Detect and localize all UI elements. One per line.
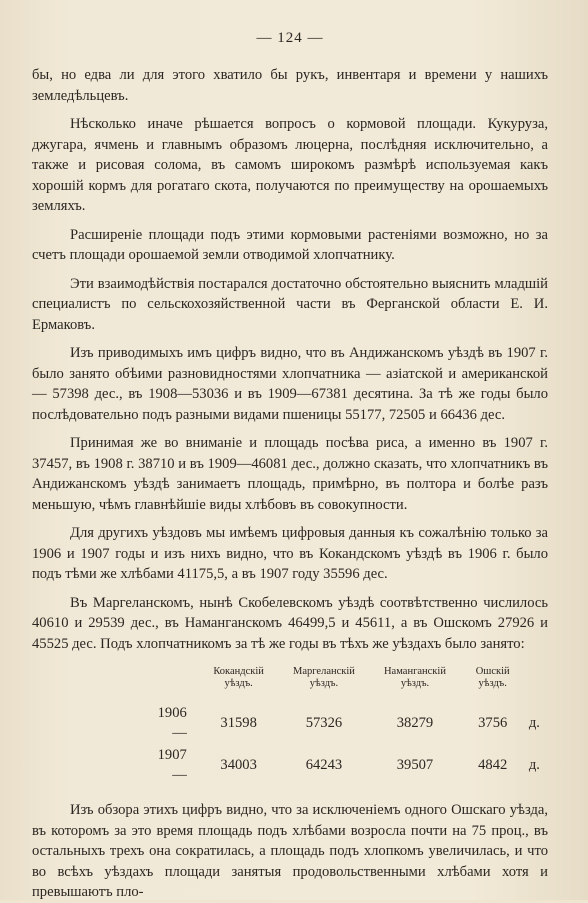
paragraph: Изъ обзора этихъ цифръ видно, что за исключеніемъ одного Ошскаго уѣзда, въ которомъ за это время площадь подъ хлѣбами возросла почти на 75 проц., въ остальныхъ трехъ она сократилась, а площадь подъ хлопкомъ увеличилась, и что во всѣхъ уѣздахъ площади занятыя продовольственными хлѣбами хотя и превышаютъ пло- <box>32 802 548 900</box>
table-header-namangan: Наманганскій уѣздъ. <box>383 666 446 689</box>
table-header-row <box>136 666 548 702</box>
table-header-margelan: Маргеланскій уѣздъ. <box>293 666 355 689</box>
table-cell: 34003 <box>220 757 257 773</box>
table-cell: 39507 <box>396 757 434 773</box>
table-header-osh: Ошскій уѣздъ. <box>475 666 510 689</box>
table-unit: д. <box>528 715 540 731</box>
table-cell: 64243 <box>305 757 343 773</box>
cotton-area-table <box>136 666 548 786</box>
table-unit: д. <box>528 757 540 773</box>
paragraph: Въ Маргеланскомъ, нынѣ Скобелевскомъ уѣздѣ соотвѣтственно числилось 40610 и 29539 дес., въ Наманганскомъ 46499,5 и 45611, а въ Ошскомъ 27926 и 45525 дес. Подъ хлопчатникомъ за тѣ же годы въ тѣхъ же уѣздахъ было занято: <box>32 594 548 652</box>
paragraph: Принимая же во вниманіе и площадь посѣва риса, а именно въ 1907 г. 37457, въ 1908 г. 38710 и въ 1909—46081 дес., должно сказать, что хлопчатникъ въ Андижанскомъ уѣздѣ занимаетъ площадь, примѣрно, въ полтора и болѣе разъ меньшую, чѣмъ главнѣйшіе виды хлѣбовъ въ совокупности. <box>32 435 548 513</box>
page-number: — 124 — <box>256 30 324 46</box>
table-cell: 4842 <box>478 757 508 773</box>
table-year: 1906 — <box>157 705 187 741</box>
table-header-corner <box>136 666 199 702</box>
body-text-bottom <box>32 800 548 903</box>
paragraph: Для другихъ уѣздовъ мы имѣемъ цифровыя данныя къ сожалѣнію только за 1906 и 1907 годы и изъ нихъ видно, что въ Кокандскомъ уѣздѣ въ 1906 г. было подъ тѣми же хлѣбами 41175,5, а въ 1907 году 35596 дес. <box>32 525 548 582</box>
table-row <box>136 744 548 786</box>
table-cell: 31598 <box>220 715 257 731</box>
paragraph: бы, но едва ли для этого хватило бы рукъ, инвентаря и времени у нашихъ земледѣльцевъ. <box>32 67 548 104</box>
paragraph: Расширеніе площади подъ этими кормовыми растеніями возможно, но за счетъ площади орошаемой земли отводимой хлопчатнику. <box>32 226 548 263</box>
table-cell: 3756 <box>478 715 508 731</box>
paragraph: Эти взаимодѣйствія постарался достаточно обстоятельно выяснить младшій специалистъ по сельскохозяйственной части въ Ферганской области Е. И. Ермаковъ. <box>32 275 548 333</box>
paragraph: Изъ приводимыхъ имъ цифръ видно, что въ Андижанскомъ уѣздѣ въ 1907 г. было занято обѣими разновидностями хлопчатника — азіатской и американской — 57398 дес., въ 1908—53036 и въ 1909—67381 десятина. За тѣ же годы было послѣдовательно подъ разными видами пшеницы 55177, 72505 и 66436 дес. <box>32 345 548 423</box>
paragraph: Нѣсколько иначе рѣшается вопросъ о кормовой площади. Кукуруза, джугара, ячмень и главнымъ образомъ люцерна, послѣдняя исключительно, а также и рисовая солома, въ самомъ широкомъ размѣрѣ используемая какъ хорошій кормъ для рогатаго скота, получаются по преимуществу на орошаемыхъ земляхъ. <box>32 116 548 214</box>
table-cell: 38279 <box>396 715 434 731</box>
table-header-kokand: Кокандскій уѣздъ. <box>213 666 264 689</box>
body-text-top <box>32 65 548 654</box>
table-header-unit <box>525 666 548 702</box>
table-year: 1907 — <box>157 747 187 783</box>
table-row <box>136 702 548 744</box>
table-cell: 57326 <box>305 715 343 731</box>
